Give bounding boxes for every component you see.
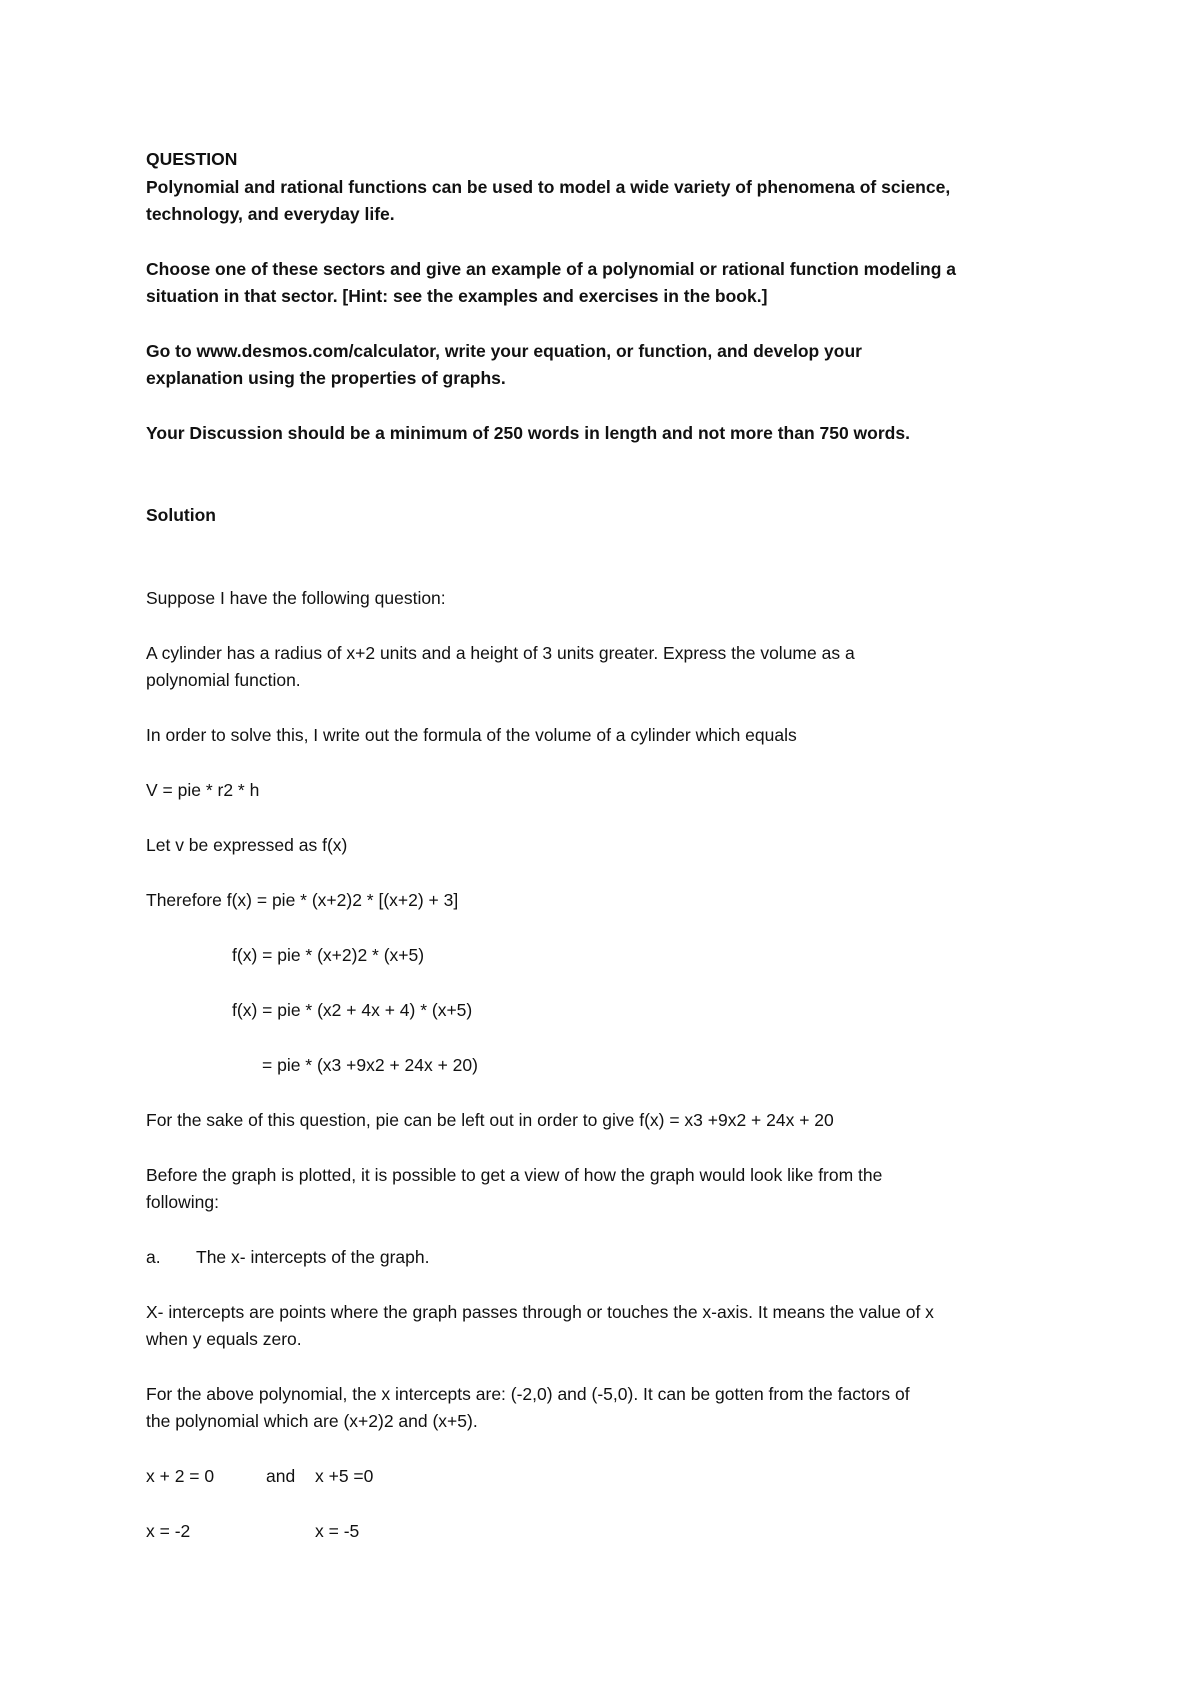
question-p3-line1: Go to www.desmos.com/calculator, write your equation, or function, and develop your xyxy=(146,341,862,361)
derivation-step-4: = pie * (x3 +9x2 + 24x + 20) xyxy=(262,1055,478,1075)
list-item-a-marker: a. xyxy=(146,1247,161,1267)
formula-intro: In order to solve this, I write out the formula of the volume of a cylinder which equals xyxy=(146,725,797,745)
question-p3-line2: explanation using the properties of graphs. xyxy=(146,368,506,388)
equation-row xyxy=(146,1465,374,1487)
question-p1-line2: technology, and everyday life. xyxy=(146,204,395,224)
xint-poly-line2: the polynomial which are (x+2)2 and (x+5). xyxy=(146,1411,478,1431)
sake-statement: For the sake of this question, pie can be left out in order to give f(x) = x3 +9x2 + 24x + 20 xyxy=(146,1110,834,1130)
derivation-step-3: f(x) = pie * (x2 + 4x + 4) * (x+5) xyxy=(232,1000,473,1020)
solution-intro: Suppose I have the following question: xyxy=(146,588,446,608)
solution-heading: Solution xyxy=(146,505,216,525)
equation-and: and xyxy=(266,1466,296,1486)
derivation-step-1: Therefore f(x) = pie * (x+2)2 * [(x+2) + 3] xyxy=(146,890,459,910)
solution-left: x = -2 xyxy=(146,1521,191,1541)
equation-right: x +5 =0 xyxy=(315,1466,374,1486)
solution-row xyxy=(146,1520,360,1542)
before-line2: following: xyxy=(146,1192,219,1212)
problem-line1: A cylinder has a radius of x+2 units and a height of 3 units greater. Express the volume as a xyxy=(146,643,855,663)
question-heading: QUESTION xyxy=(146,149,238,169)
volume-formula: V = pie * r2 * h xyxy=(146,780,260,800)
list-item-a xyxy=(146,1246,430,1268)
question-p4: Your Discussion should be a minimum of 250 words in length and not more than 750 words. xyxy=(146,423,910,443)
let-v-statement: Let v be expressed as f(x) xyxy=(146,835,348,855)
list-item-a-text: The x- intercepts of the graph. xyxy=(196,1247,430,1267)
xint-poly-line1: For the above polynomial, the x intercepts are: (-2,0) and (-5,0). It can be gotten from the factors of xyxy=(146,1384,910,1404)
question-p1-line1: Polynomial and rational functions can be used to model a wide variety of phenomena of science, xyxy=(146,177,951,197)
equation-left: x + 2 = 0 xyxy=(146,1466,215,1486)
solution-right: x = -5 xyxy=(315,1521,360,1541)
question-p2-line1: Choose one of these sectors and give an example of a polynomial or rational function modeling a xyxy=(146,259,957,279)
derivation-step-2: f(x) = pie * (x+2)2 * (x+5) xyxy=(232,945,425,965)
before-line1: Before the graph is plotted, it is possible to get a view of how the graph would look like from the xyxy=(146,1165,883,1185)
xint-def-line1: X- intercepts are points where the graph passes through or touches the x-axis. It means the value of x xyxy=(146,1302,934,1322)
xint-def-line2: when y equals zero. xyxy=(146,1329,302,1349)
problem-line2: polynomial function. xyxy=(146,670,301,690)
question-p2-line2: situation in that sector. [Hint: see the examples and exercises in the book.] xyxy=(146,286,768,306)
